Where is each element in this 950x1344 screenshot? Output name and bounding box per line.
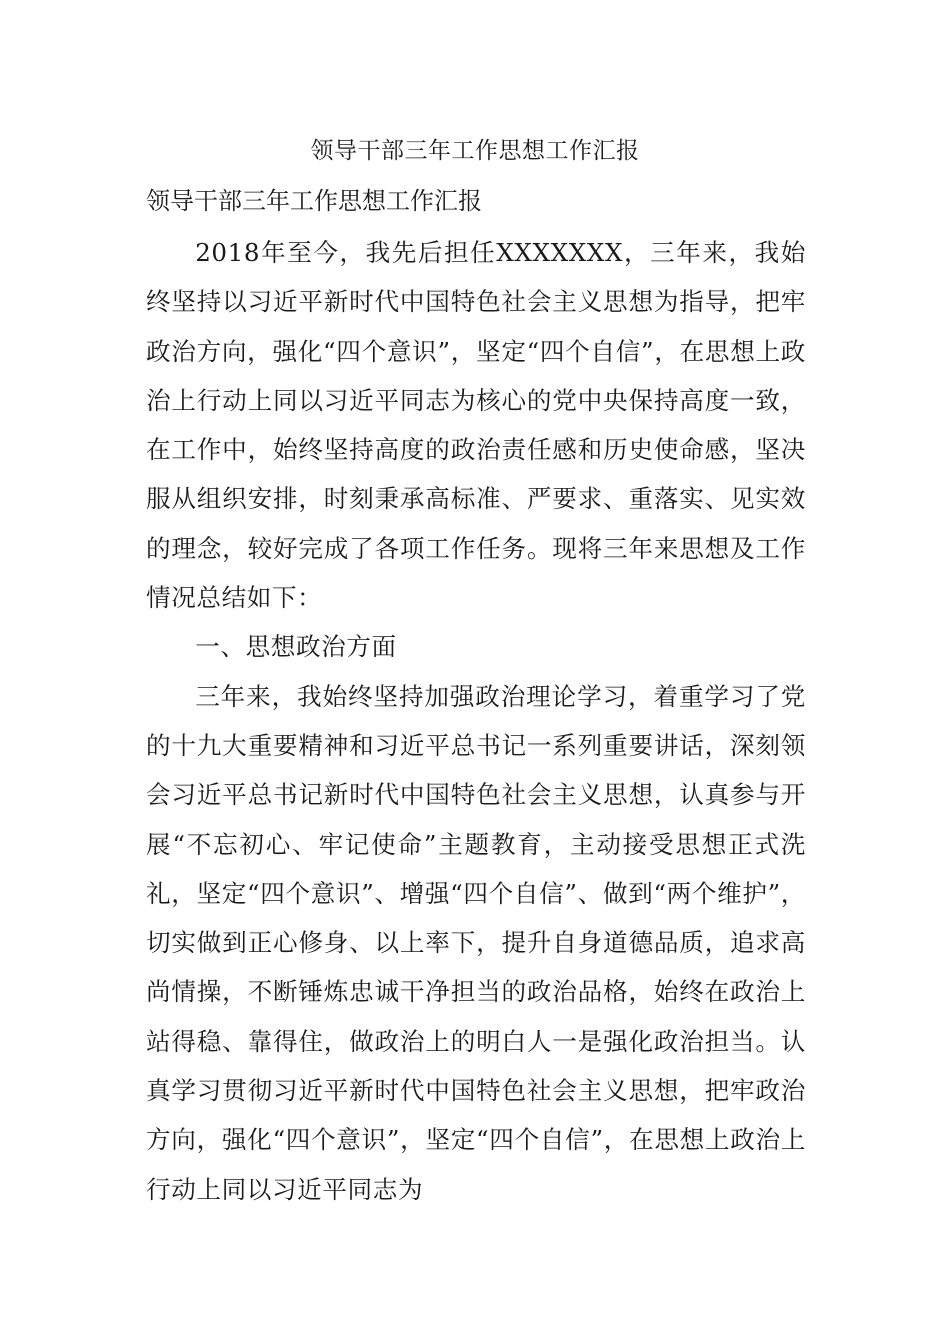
document-title: 领导干部三年工作思想工作汇报 [310,138,640,164]
intro-paragraph: 2018年至今，我先后担任XXXXXXX，三年来，我始终坚持以习近平新时代中国特色社会主义思想为指导，把牢政治方向，强化“四个意识”，坚定“四个自信”，在思想上政治上行动上同以习近平同志为核心的党中央保持高度一致，在工作中，始终坚持高度的政治责任感和历史使命感，坚决服从组织安排，时刻秉承高标准、严要求、重落实、见实效的理念，较好完成了各项工作任务。现将三年来思想及工作情况总结如下： [146,238,806,613]
document-subtitle: 领导干部三年工作思想工作汇报 [146,187,482,215]
document-body [146,228,806,1214]
section-paragraph: 三年来，我始终坚持加强政治理论学习，着重学习了党的十九大重要精神和习近平总书记一系列重要讲话，深刻领会习近平总书记新时代中国特色社会主义思想，认真参与开展“不忘初心、牢记使命”主题教育，主动接受思想正式洗礼，坚定“四个意识”、增强“四个自信”、做到“两个维护”，切实做到正心修身、以上率下，提升自身道德品质，追求高尚情操，不断锤炼忠诚干净担当的政治品格，始终在政治上站得稳、靠得住，做政治上的明白人一是强化政治担当。认真学习贯彻习近平新时代中国特色社会主义思想，把牢政治方向，强化“四个意识”，坚定“四个自信”，在思想上政治上行动上同以习近平同志为 [146,681,806,1204]
section-heading: 一、思想政治方面 [195,632,397,662]
